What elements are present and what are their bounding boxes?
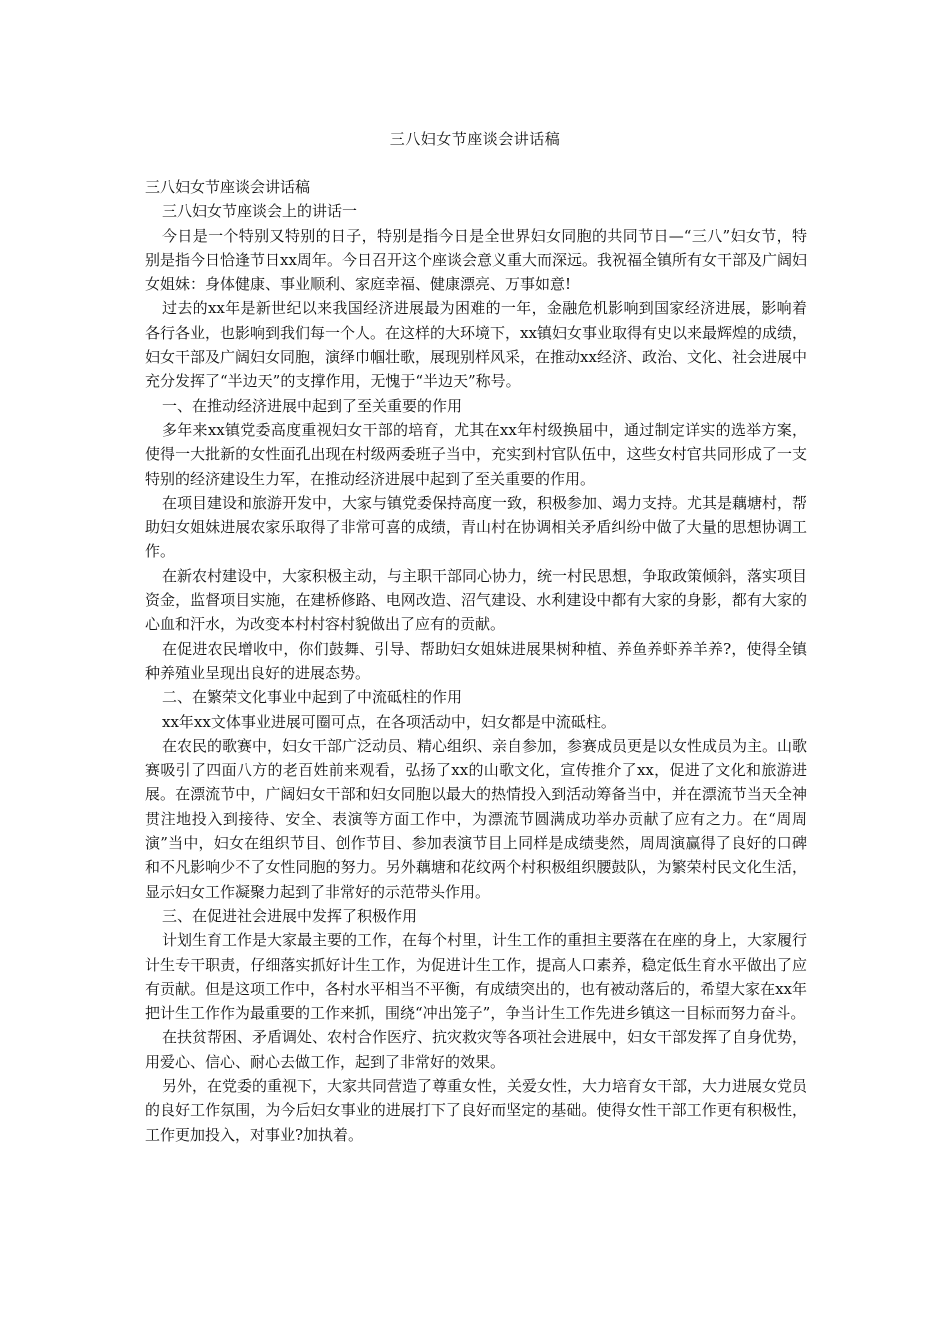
paragraph: 二、在繁荣文化事业中起到了中流砥柱的作用 [162, 688, 463, 707]
paragraph: 计划生育工作是大家最主要的工作，在每个村里，计生工作的重担主要落在在座的身上，大家履行计生专干职责，仔细落实抓好计生工作，为促进计生工作，提高人口素养，稳定低生育水平做出了应有贡献。但是这项工作中，各村水平相当不平衡，有成绩突出的，也有被动落后的，希望大家在xx年把计生工作作为最重要的工作来抓，围绕“冲出笼子”，争当计生工作先进乡镇这一目标而努力奋斗。 [145, 931, 808, 1023]
document-body [145, 175, 807, 1147]
paragraph: 另外，在党委的重视下，大家共同营造了尊重女性，关爱女性，大力培育女干部，大力进展女党员的良好工作氛围，为今后妇女事业的进展打下了良好而坚定的基础。使得女性干部工作更有积极性，工作更加投入，对事业?加执着。 [145, 1076, 808, 1144]
paragraph: 三八妇女节座谈会讲话稿 [145, 178, 311, 196]
paragraph: 一、在推动经济进展中起到了至关重要的作用 [162, 396, 463, 415]
paragraph: 多年来xx镇党委高度重视妇女干部的培育，尤其在xx年村级换届中，通过制定详实的选举方案，使得一大批新的女性面孔出现在村级两委班子当中，充实到村官队伍中，这些女村官共同形成了一支特别的经济建设生力军，在推动经济进展中起到了至关重要的作用。 [145, 420, 807, 488]
paragraph: 三八妇女节座谈会上的讲话一 [162, 202, 358, 221]
paragraph: 在农民的歌赛中，妇女干部广泛动员、精心组织、亲自参加，参赛成员更是以女性成员为主。山歌赛吸引了四面八方的老百姓前来观看，弘扬了xx的山歌文化，宣传推介了xx，促进了文化和旅游进展。在漂流节中，广阔妇女干部和妇女同胞以最大的热情投入到活动筹备当中，并在漂流节当天全神贯注地投入到接待、安全、表演等方面工作中，为漂流节圆满成功举办贡献了应有之力。在“周周演”当中，妇女在组织节目、创作节目、参加表演节目上同样是成绩斐然，周周演赢得了良好的口碑和不凡影响少不了女性同胞的努力。另外藕塘和花纹两个村积极组织腰鼓队，为繁荣村民文化生活，显示妇女工作凝聚力起到了非常好的示范带头作用。 [145, 736, 808, 901]
document-title: 三八妇女节座谈会讲话稿 [389, 130, 561, 148]
paragraph: 在项目建设和旅游开发中，大家与镇党委保持高度一致，积极参加、竭力支持。尤其是藕塘村，帮助妇女姐妹进展农家乐取得了非常可喜的成绩，青山村在协调相关矛盾纠纷中做了大量的思想协调工作。 [145, 493, 808, 561]
paragraph: 过去的xx年是新世纪以来我国经济进展最为困难的一年，金融危机影响到国家经济进展，影响着各行各业，也影响到我们每一个人。在这样的大环境下，xx镇妇女事业取得有史以来最辉煌的成绩，妇女干部及广阔妇女同胞，演绎巾帼壮歌，展现别样风采，在推动xx经济、政治、文化、社会进展中充分发挥了“半边天”的支撑作用，无愧于“半边天”称号。 [145, 299, 807, 391]
paragraph: 在新农村建设中，大家积极主动，与主职干部同心协力，统一村民思想，争取政策倾斜，落实项目资金，监督项目实施，在建桥修路、电网改造、沼气建设、水利建设中都有大家的身影，都有大家的心血和汗水，为改变本村村容村貌做出了应有的贡献。 [145, 566, 808, 634]
paragraph: 今日是一个特别又特别的日子，特别是指今日是全世界妇女同胞的共同节日—“三八”妇女节，特别是指今日恰逢节日xx周年。今日召开这个座谈会意义重大而深远。我祝福全镇所有女干部及广阔妇女姐妹：身体健康、事业顺利、家庭幸福、健康漂亮、万事如意! [145, 226, 807, 294]
paragraph: 在扶贫帮困、矛盾调处、农村合作医疗、抗灾救灾等各项社会进展中，妇女干部发挥了自身优势，用爱心、信心、耐心去做工作，起到了非常好的效果。 [145, 1028, 808, 1071]
paragraph: 在促进农民增收中，你们鼓舞、引导、帮助妇女姐妹进展果树种植、养鱼养虾养羊养?，使得全镇种养殖业呈现出良好的进展态势。 [145, 639, 807, 682]
paragraph: 三、在促进社会进展中发挥了积极作用 [162, 906, 418, 925]
paragraph: xx年xx文体事业进展可圈可点，在各项活动中，妇女都是中流砥柱。 [162, 712, 616, 731]
